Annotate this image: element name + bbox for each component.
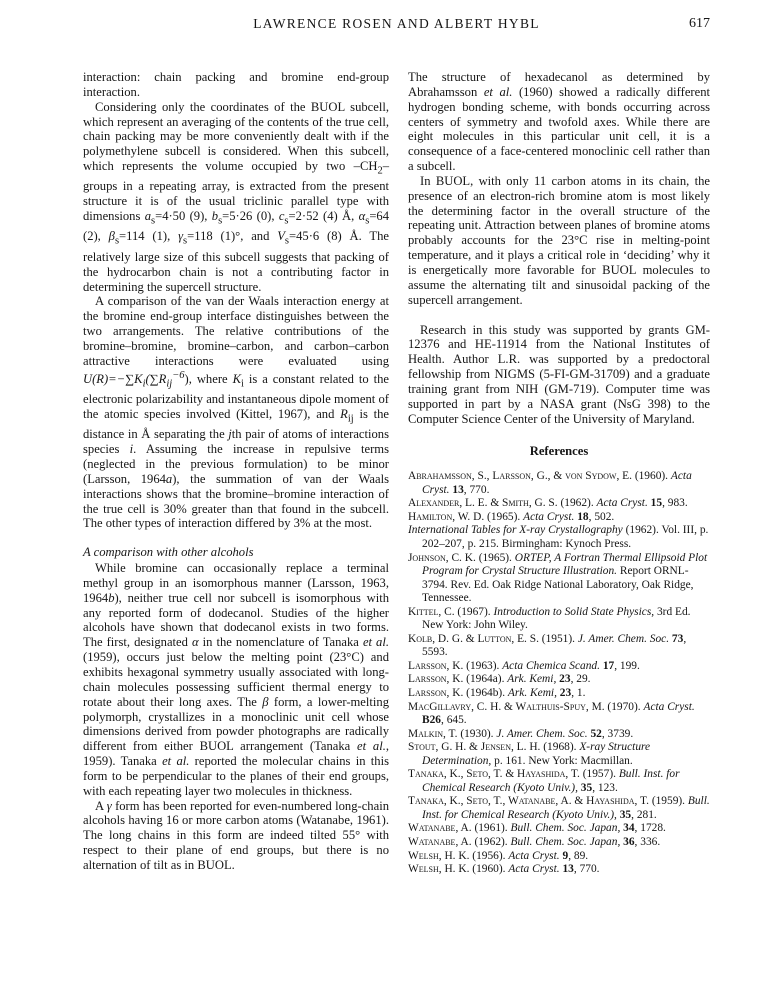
reference-entry: Kittel, C. (1967). Introduction to Solid State Physics, 3rd Ed. New York: John Wiley. (408, 605, 691, 632)
reference-entry: Malkin, T. (1930). J. Amer. Chem. Soc. 52, 3739. (408, 727, 634, 740)
reference-entry: Tanaka, K., Seto, T., Watanabe, A. & Hayashida, T. (1959). Bull. Inst. for Chemical Research (Kyoto Univ.), 35, 281. (408, 795, 710, 821)
reference-list (408, 470, 710, 876)
page-number: 617 (689, 16, 710, 31)
reference-entry: Watanabe, A. (1962). Bull. Chem. Soc. Japan, 36, 336. (408, 836, 661, 849)
left-column (83, 70, 389, 873)
energy-formula: $U(R)=-\sum K_i(\sum R_{ij}^{-6}$ (83, 369, 185, 390)
paragraph-acknowledgements: Research in this study was supported by grants GM-12376 and HE-11914 from the National Institutes of Health. Author L.R. was supported by a predoctoral fellowship from NIGMS (5-FI-GM-31709) and a graduate training grant from NIH (GM-719). Computer time was supported in part by a NASA grant (NsG 398) to the Computer Science Center of the University of Maryland. (408, 322, 710, 426)
paragraph-buol: In BUOL, with only 11 carbon atoms in its chain, the presence of an electron-rich bromine atom is most likely the determining factor in the overall structure of the repeating unit. Attraction between planes of bromine atoms probably accounts for the 23°C rise in melting-point temperature, and it plays a critical role in ‘deciding’ why it is energetically more favorable for BUOL molecules to assume the alternating tilt and sinusoidal packing of the supercell arrangement. (408, 173, 710, 307)
reference-entry: Hamilton, W. D. (1965). Acta Cryst. 18, 502. (408, 510, 615, 523)
reference-entry: Welsh, H. K. (1960). Acta Cryst. 13, 770. (408, 863, 600, 876)
paragraph-alcohols: While bromine can occasionally replace a terminal methyl group in an isomorphous manner (Larsson, 1963, 1964b), neither true cell nor subcell is isomorphous with any reported form of dodecanol. Studies of the higher alcohols have shown that dodecanol exists in two forms. The first, designated α in the nomenclature of Tanaka et al. (1959), occurs just below the melting point (23°C) and exhibits hexagonal symmetry usually associated with long-chain molecules possessing sufficient thermal energy to rotate about their long axes. The β form, a lower-melting polymorph, crystallizes in a monoclinic unit cell whose dimensions derived from powder photographs are radically different from either BUOL arrangement (Tanaka et al., 1959). Tanaka et al. reported the molecular chains in this form to be perpendicular to the planes of their end groups, with each repeating layer two molecules in thickness. (83, 561, 390, 798)
paragraph: interaction: chain packing and bromine end-group interaction. (83, 70, 389, 99)
reference-entry: Larsson, K. (1964a). Ark. Kemi, 23, 29. (408, 673, 591, 686)
reference-entry: Abrahamsson, S., Larsson, G., & von Sydow, E. (1960). Acta Cryst. 13, 770. (408, 470, 692, 496)
right-column (408, 70, 710, 877)
section-heading: A comparison with other alcohols (83, 545, 254, 560)
reference-entry: Welsh, H. K. (1956). Acta Cryst. 9, 89. (408, 849, 589, 862)
reference-entry: MacGillavry, C. H. & Walthuis-Spuy, M. (1970). Acta Cryst. B26, 645. (408, 700, 695, 727)
paragraph-hexadecanol: The structure of hexadecanol as determined by Abrahamsson et al. (1960) showed a radically different hydrogen bonding scheme, with bonds occurring across centers of symmetry and twofold axes. While there are eight molecules in this particular unit cell, it is a consequence of a face-centered monoclinic cell rather than a subcell. (408, 70, 710, 174)
running-title: LAWRENCE ROSEN AND ALBERT HYBL (253, 16, 540, 31)
reference-entry: Alexander, L. E. & Smith, G. S. (1962). Acta Cryst. 15, 983. (408, 497, 688, 510)
reference-entry: Larsson, K. (1963). Acta Chemica Scand. 17, 199. (408, 659, 640, 672)
reference-entry: Kolb, D. G. & Lutton, E. S. (1951). J. Amer. Chem. Soc. 73, 5593. (408, 632, 687, 659)
paragraph-van-der-waals: A comparison of the van der Waals interaction energy at the bromine end-group interface distinguishes between the two arrangements. The relative contributions of the bromine–bromine, bromine–carbon, and carbon–carbon attractive interactions were evaluated using $U(R)=-\sum K_i(\sum R_{ij}^{-6})$, where $K_i$ is a constant related to the electronic polarizability and instantaneous dipole moment of the atomic species involved (Kittel, 1967), and $R_{ij}$ is the distance in Å separating the jth pair of atoms of interactions species i. Assuming the increase in repulsive terms (neglected in the previous formulation) to be minor (Larsson, 1964a), the summation of van der Waals interactions shows that the bromine–bromine interaction of the true cell is 30% greater than that found in the subcell. The other types of interaction differed by 3% at the most. (83, 294, 389, 531)
reference-entry: Tanaka, K., Seto, T. & Hayashida, T. (1957). Bull. Inst. for Chemical Research (Kyoto Univ.), 35, 123. (408, 768, 680, 794)
references-heading: References (529, 444, 589, 459)
paragraph-subcell: Considering only the coordinates of the BUOL subcell, which represent an averaging of the contents of the true cell, chain packing may be more conveniently dealt with if the polymethylene subcell is considered. When this subcell, which represents the volume occupied by two $-CH_2-$ groups in a repeating array, is extracted from the present structure it is of the usual triclinic parallel type with dimensions $a_s=4\cdot 50$ (9), $b_s=5\cdot 26$ (0), $c_s=2\cdot 52$ (4) Å, $\alpha_s=64$ (2), $\beta_s=114$ (1), $\gamma_s=118$ (1)°, and $V_s=45\cdot 6$ (8) Å. The relatively large size of this subcell suggests that packing of the hydrocarbon chain is not a contributing factor in determining the supercell structure. (83, 99, 390, 294)
page-header (83, 16, 710, 38)
reference-entry: Watanabe, A. (1961). Bull. Chem. Soc. Japan, 34, 1728. (408, 822, 666, 835)
reference-entry: Stout, G. H. & Jensen, L. H. (1968). X-ray Structure Determination, p. 161. New York: Macmillan. (408, 741, 651, 767)
reference-entry: Larsson, K. (1964b). Ark. Kemi, 23, 1. (408, 687, 586, 699)
reference-entry: International Tables for X-ray Crystallography (1962). Vol. III, p. 202–207, p. 215. Birmingham: Kynoch Press. (408, 524, 709, 550)
paragraph-gamma-form: A γ form has been reported for even-numbered long-chain alcohols having 16 or more carbon atoms (Watanabe, 1961). The long chains in this form are indeed tilted 55° with respect to their plane of end groups, but there is no alternation of tilt as in BUOL. (83, 798, 389, 872)
reference-entry: Johnson, C. K. (1965). ORTEP, A Fortran Thermal Ellipsoid Plot Program for Crystal Structure Illustration. Report ORNL-3794. Rev. Ed. Oak Ridge National Laboratory, Oak Ridge, Tennessee. (408, 551, 708, 605)
